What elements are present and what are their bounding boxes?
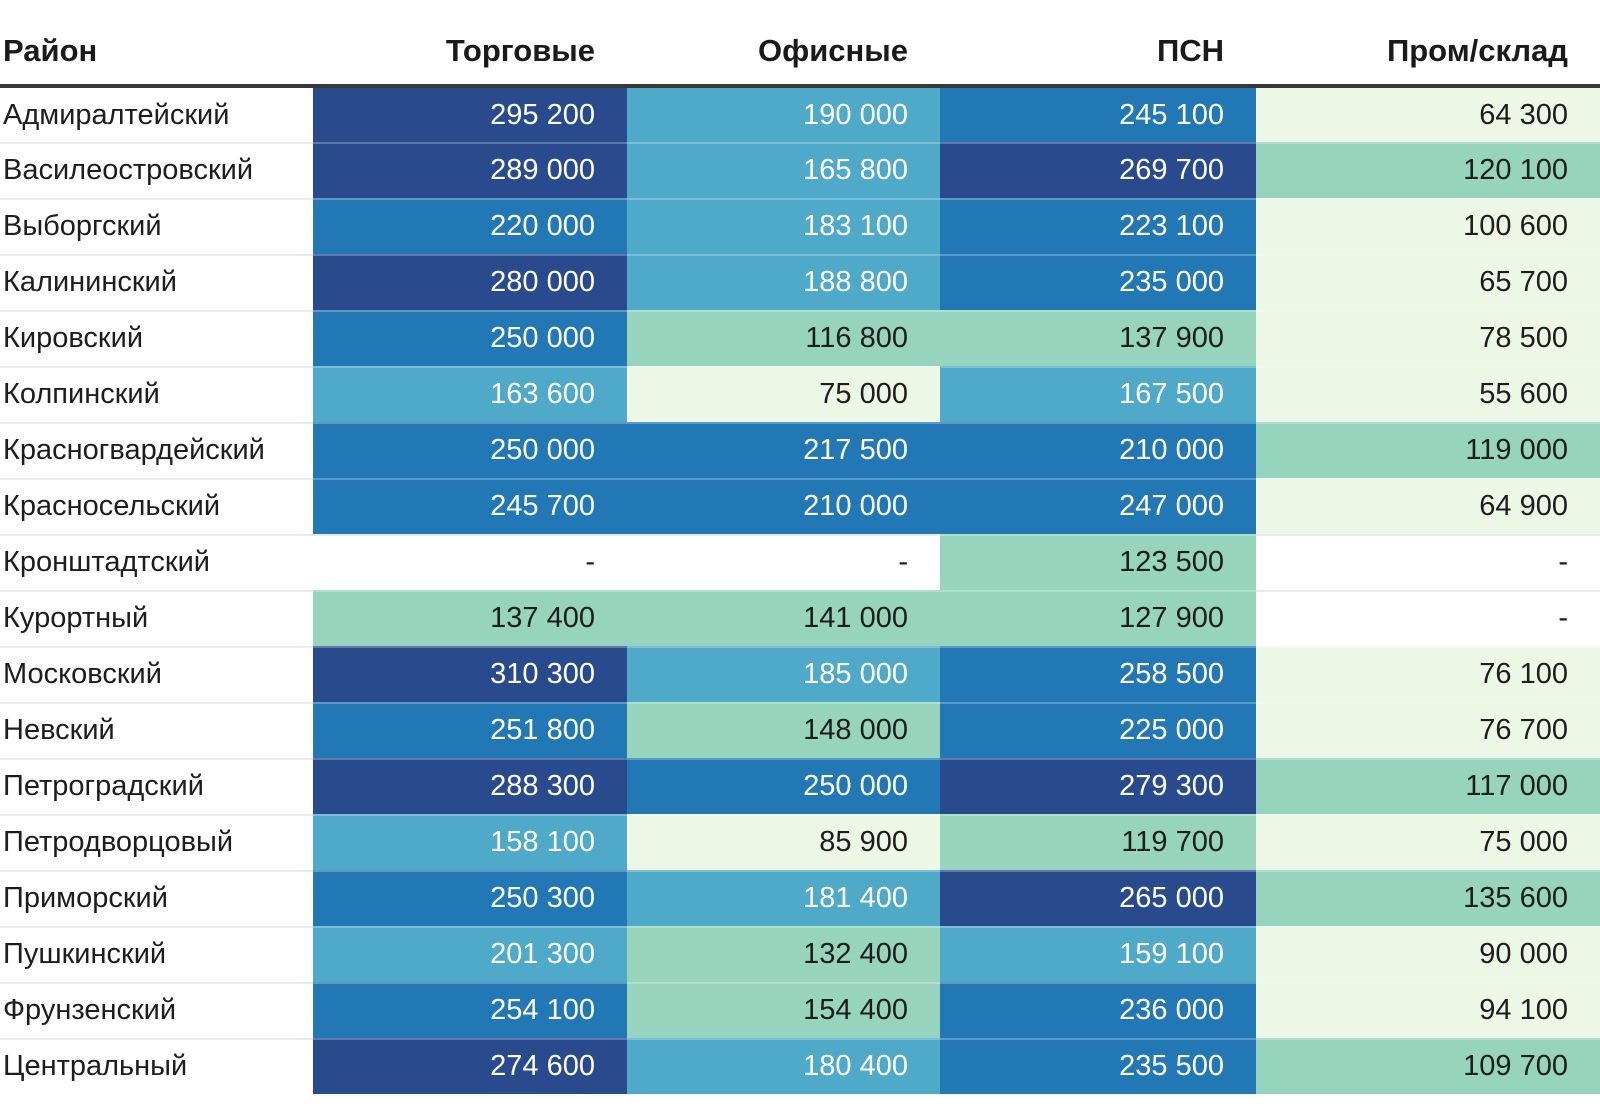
district-cell: Калининский [0, 254, 313, 310]
value-cell: 148 000 [627, 702, 940, 758]
value-cell: 188 800 [627, 254, 940, 310]
table-row [0, 310, 1600, 366]
value-cell: 250 000 [313, 422, 627, 478]
district-cell: Адмиралтейский [0, 86, 313, 142]
table-row [0, 534, 1600, 590]
value-cell: 289 000 [313, 142, 627, 198]
district-cell: Петродворцовый [0, 814, 313, 870]
table-row [0, 758, 1600, 814]
value-cell: 236 000 [940, 982, 1256, 1038]
value-cell: 250 300 [313, 870, 627, 926]
column-header-industrial: Пром/склад [1256, 0, 1600, 86]
value-cell: 245 700 [313, 478, 627, 534]
value-cell: 235 500 [940, 1038, 1256, 1094]
value-cell: 181 400 [627, 870, 940, 926]
table-row [0, 86, 1600, 142]
value-cell: 235 000 [940, 254, 1256, 310]
value-cell: 85 900 [627, 814, 940, 870]
district-cell: Василеостровский [0, 142, 313, 198]
table-row [0, 198, 1600, 254]
district-cell: Фрунзенский [0, 982, 313, 1038]
value-cell: - [313, 534, 627, 590]
district-cell: Невский [0, 702, 313, 758]
value-cell: 76 100 [1256, 646, 1600, 702]
district-cell: Курортный [0, 590, 313, 646]
value-cell: 64 300 [1256, 86, 1600, 142]
value-cell: 55 600 [1256, 366, 1600, 422]
value-cell: 265 000 [940, 870, 1256, 926]
column-header-retail: Торговые [313, 0, 627, 86]
district-cell: Петроградский [0, 758, 313, 814]
value-cell: 116 800 [627, 310, 940, 366]
value-cell: 217 500 [627, 422, 940, 478]
value-cell: 123 500 [940, 534, 1256, 590]
value-cell: 279 300 [940, 758, 1256, 814]
table-header [0, 0, 1600, 86]
table-row [0, 702, 1600, 758]
value-cell: 258 500 [940, 646, 1256, 702]
value-cell: 250 000 [313, 310, 627, 366]
district-cell: Красносельский [0, 478, 313, 534]
value-cell: 310 300 [313, 646, 627, 702]
district-cell: Колпинский [0, 366, 313, 422]
value-cell: 158 100 [313, 814, 627, 870]
value-cell: 75 000 [627, 366, 940, 422]
value-cell: 210 000 [627, 478, 940, 534]
value-cell: 100 600 [1256, 198, 1600, 254]
value-cell: 76 700 [1256, 702, 1600, 758]
table-row [0, 646, 1600, 702]
value-cell: 90 000 [1256, 926, 1600, 982]
value-cell: 245 100 [940, 86, 1256, 142]
header-row [0, 0, 1600, 86]
value-cell: 137 900 [940, 310, 1256, 366]
table-row [0, 366, 1600, 422]
table-row [0, 254, 1600, 310]
table-row [0, 478, 1600, 534]
value-cell: 210 000 [940, 422, 1256, 478]
value-cell: 220 000 [313, 198, 627, 254]
value-cell: 274 600 [313, 1038, 627, 1094]
value-cell: 190 000 [627, 86, 940, 142]
value-cell: 119 000 [1256, 422, 1600, 478]
value-cell: 127 900 [940, 590, 1256, 646]
value-cell: 78 500 [1256, 310, 1600, 366]
value-cell: 201 300 [313, 926, 627, 982]
value-cell: 250 000 [627, 758, 940, 814]
value-cell: 154 400 [627, 982, 940, 1038]
value-cell: 269 700 [940, 142, 1256, 198]
table-row [0, 982, 1600, 1038]
value-cell: 163 600 [313, 366, 627, 422]
column-header-district: Район [0, 0, 313, 86]
value-cell: 180 400 [627, 1038, 940, 1094]
value-cell: 165 800 [627, 142, 940, 198]
value-cell: - [627, 534, 940, 590]
table-row [0, 926, 1600, 982]
value-cell: 185 000 [627, 646, 940, 702]
value-cell: 288 300 [313, 758, 627, 814]
table-row [0, 1038, 1600, 1094]
value-cell: 141 000 [627, 590, 940, 646]
value-cell: 280 000 [313, 254, 627, 310]
table-row [0, 590, 1600, 646]
value-cell: 159 100 [940, 926, 1256, 982]
value-cell: 120 100 [1256, 142, 1600, 198]
district-cell: Пушкинский [0, 926, 313, 982]
value-cell: 109 700 [1256, 1038, 1600, 1094]
table-row [0, 422, 1600, 478]
district-cell: Кронштадтский [0, 534, 313, 590]
value-cell: 117 000 [1256, 758, 1600, 814]
table-row [0, 814, 1600, 870]
district-cell: Московский [0, 646, 313, 702]
column-header-psn: ПСН [940, 0, 1256, 86]
value-cell: 65 700 [1256, 254, 1600, 310]
value-cell: - [1256, 590, 1600, 646]
value-cell: 247 000 [940, 478, 1256, 534]
table-row [0, 142, 1600, 198]
value-cell: 137 400 [313, 590, 627, 646]
value-cell: 295 200 [313, 86, 627, 142]
value-cell: 119 700 [940, 814, 1256, 870]
table-body [0, 86, 1600, 1094]
value-cell: 251 800 [313, 702, 627, 758]
table-row [0, 870, 1600, 926]
value-cell: 223 100 [940, 198, 1256, 254]
value-cell: 64 900 [1256, 478, 1600, 534]
district-cell: Центральный [0, 1038, 313, 1094]
district-cell: Приморский [0, 870, 313, 926]
value-cell: 254 100 [313, 982, 627, 1038]
value-cell: 167 500 [940, 366, 1256, 422]
district-cell: Выборгский [0, 198, 313, 254]
value-cell: 183 100 [627, 198, 940, 254]
column-header-office: Офисные [627, 0, 940, 86]
district-cell: Кировский [0, 310, 313, 366]
value-cell: - [1256, 534, 1600, 590]
value-cell: 75 000 [1256, 814, 1600, 870]
value-cell: 225 000 [940, 702, 1256, 758]
value-cell: 94 100 [1256, 982, 1600, 1038]
district-cell: Красногвардейский [0, 422, 313, 478]
value-cell: 135 600 [1256, 870, 1600, 926]
value-cell: 132 400 [627, 926, 940, 982]
